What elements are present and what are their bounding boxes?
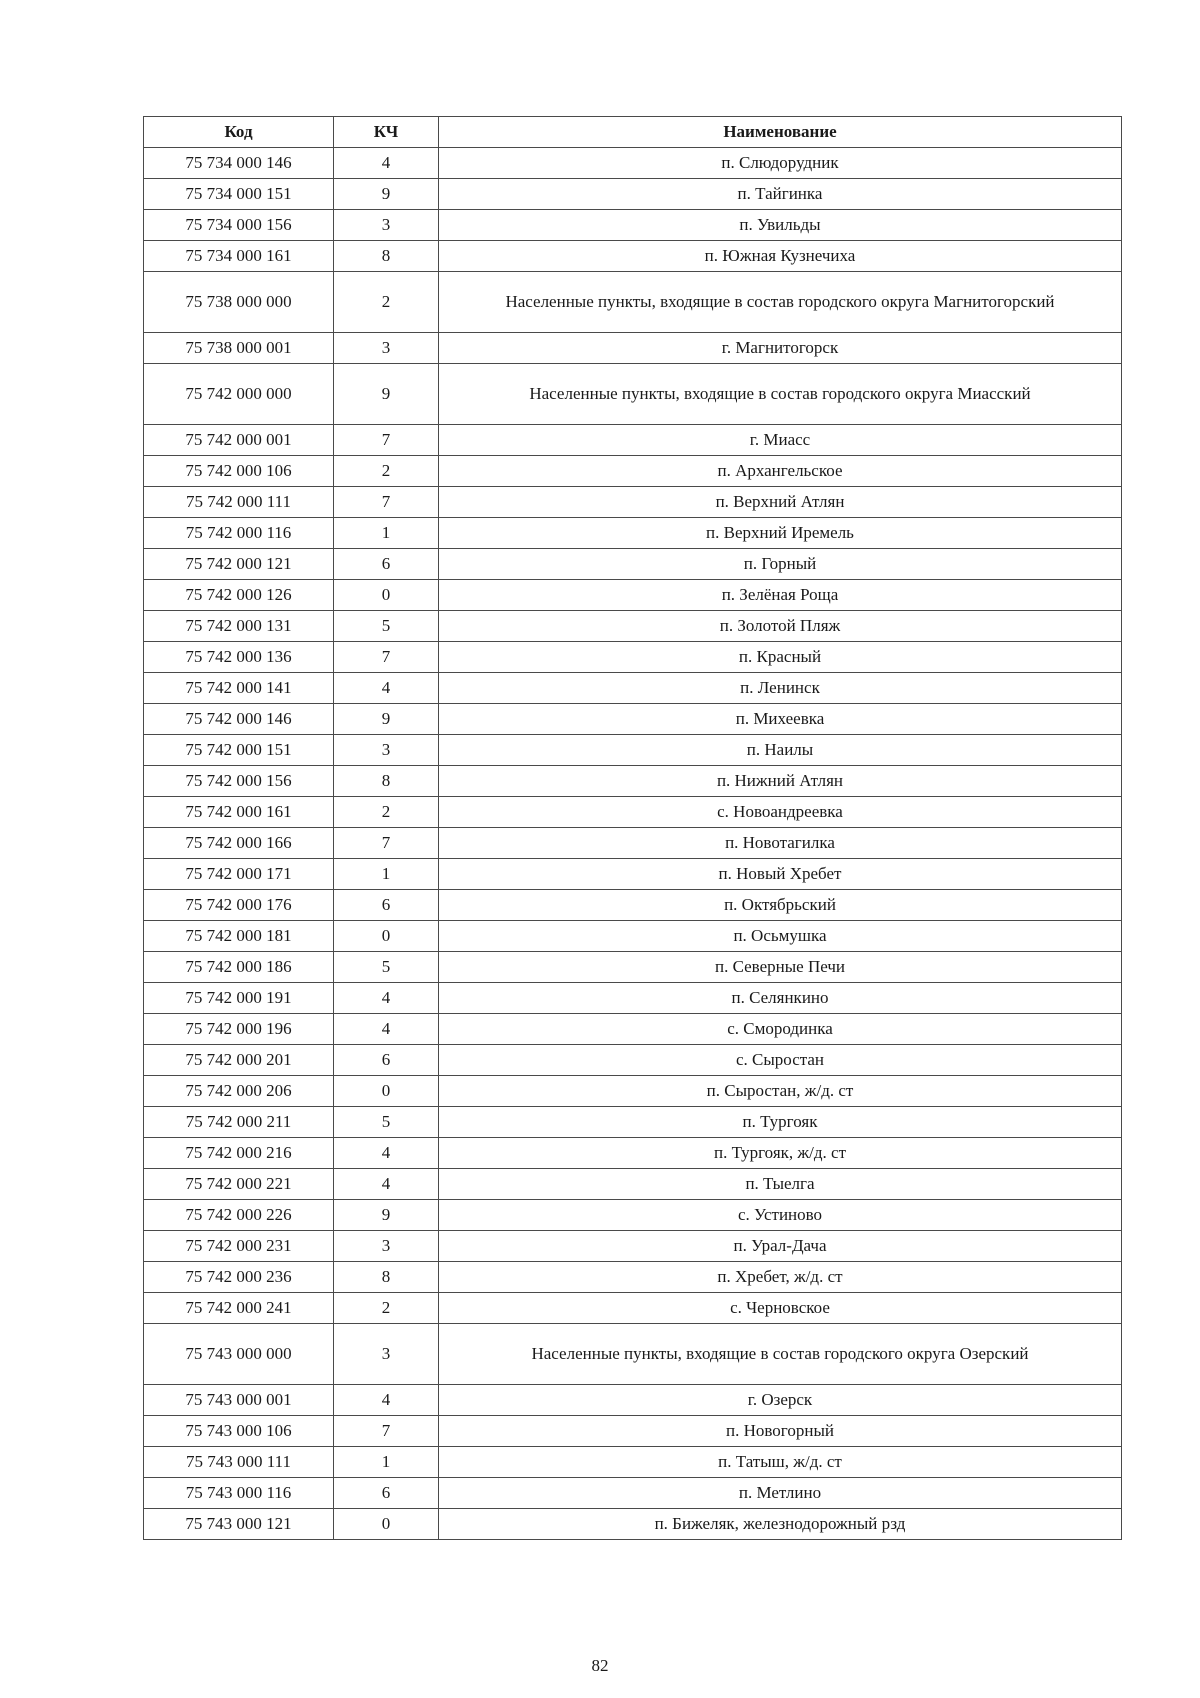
cell-name: п. Новотагилка	[439, 828, 1122, 859]
cell-kch: 0	[334, 1076, 439, 1107]
table-row	[144, 704, 1122, 735]
table-row	[144, 210, 1122, 241]
cell-code: 75 734 000 156	[144, 210, 334, 241]
table-row	[144, 580, 1122, 611]
table-row	[144, 1014, 1122, 1045]
cell-kch: 7	[334, 828, 439, 859]
table-row	[144, 1385, 1122, 1416]
cell-name: п. Слюдорудник	[439, 148, 1122, 179]
cell-name: п. Тургояк	[439, 1107, 1122, 1138]
cell-kch: 0	[334, 1509, 439, 1540]
cell-name: п. Метлино	[439, 1478, 1122, 1509]
table-row	[144, 611, 1122, 642]
cell-code: 75 742 000 166	[144, 828, 334, 859]
cell-kch: 2	[334, 456, 439, 487]
cell-name: п. Осьмушка	[439, 921, 1122, 952]
table-row	[144, 642, 1122, 673]
cell-name: Населенные пункты, входящие в состав городского округа Магнитогорский	[439, 272, 1122, 333]
cell-name: г. Озерск	[439, 1385, 1122, 1416]
header-kch: КЧ	[334, 117, 439, 148]
cell-kch: 4	[334, 1169, 439, 1200]
cell-kch: 4	[334, 983, 439, 1014]
cell-name: п. Нижний Атлян	[439, 766, 1122, 797]
cell-code: 75 742 000 106	[144, 456, 334, 487]
cell-name: п. Красный	[439, 642, 1122, 673]
cell-kch: 0	[334, 580, 439, 611]
cell-kch: 6	[334, 890, 439, 921]
cell-name: с. Черновское	[439, 1293, 1122, 1324]
cell-kch: 3	[334, 1324, 439, 1385]
cell-name: п. Тайгинка	[439, 179, 1122, 210]
cell-kch: 5	[334, 611, 439, 642]
cell-name: с. Смородинка	[439, 1014, 1122, 1045]
cell-code: 75 742 000 151	[144, 735, 334, 766]
cell-kch: 7	[334, 642, 439, 673]
cell-kch: 4	[334, 148, 439, 179]
cell-kch: 1	[334, 1447, 439, 1478]
cell-name: п. Тыелга	[439, 1169, 1122, 1200]
cell-name: Населенные пункты, входящие в состав городского округа Озерский	[439, 1324, 1122, 1385]
cell-name: п. Увильды	[439, 210, 1122, 241]
table-row	[144, 673, 1122, 704]
cell-kch: 3	[334, 1231, 439, 1262]
table-row	[144, 921, 1122, 952]
cell-kch: 9	[334, 704, 439, 735]
cell-code: 75 742 000 000	[144, 364, 334, 425]
cell-code: 75 743 000 111	[144, 1447, 334, 1478]
cell-name: п. Новый Хребет	[439, 859, 1122, 890]
cell-name: г. Магнитогорск	[439, 333, 1122, 364]
cell-name: п. Октябрьский	[439, 890, 1122, 921]
cell-code: 75 742 000 216	[144, 1138, 334, 1169]
cell-code: 75 742 000 241	[144, 1293, 334, 1324]
table-body	[144, 148, 1122, 1540]
cell-kch: 3	[334, 735, 439, 766]
cell-name: п. Татыш, ж/д. ст	[439, 1447, 1122, 1478]
cell-code: 75 742 000 236	[144, 1262, 334, 1293]
cell-name: п. Зелёная Роща	[439, 580, 1122, 611]
table-row	[144, 1262, 1122, 1293]
table-row	[144, 272, 1122, 333]
table-row	[144, 1138, 1122, 1169]
cell-name: п. Золотой Пляж	[439, 611, 1122, 642]
table-row	[144, 1293, 1122, 1324]
cell-kch: 6	[334, 549, 439, 580]
cell-kch: 7	[334, 425, 439, 456]
cell-kch: 9	[334, 364, 439, 425]
cell-name: п. Архангельское	[439, 456, 1122, 487]
cell-code: 75 742 000 191	[144, 983, 334, 1014]
cell-code: 75 734 000 151	[144, 179, 334, 210]
table-row	[144, 333, 1122, 364]
cell-kch: 9	[334, 179, 439, 210]
cell-code: 75 742 000 131	[144, 611, 334, 642]
cell-kch: 5	[334, 1107, 439, 1138]
table-row	[144, 1045, 1122, 1076]
table-row	[144, 1478, 1122, 1509]
cell-code: 75 738 000 001	[144, 333, 334, 364]
cell-name: п. Наилы	[439, 735, 1122, 766]
table-row	[144, 1509, 1122, 1540]
table-row	[144, 1231, 1122, 1262]
settlements-table	[143, 116, 1122, 1540]
cell-kch: 4	[334, 1385, 439, 1416]
cell-name: п. Тургояк, ж/д. ст	[439, 1138, 1122, 1169]
cell-kch: 3	[334, 333, 439, 364]
cell-kch: 7	[334, 1416, 439, 1447]
table-row	[144, 797, 1122, 828]
cell-code: 75 742 000 141	[144, 673, 334, 704]
cell-kch: 4	[334, 1138, 439, 1169]
table-row	[144, 241, 1122, 272]
cell-code: 75 738 000 000	[144, 272, 334, 333]
table-row	[144, 766, 1122, 797]
cell-kch: 8	[334, 241, 439, 272]
cell-code: 75 742 000 136	[144, 642, 334, 673]
cell-code: 75 742 000 226	[144, 1200, 334, 1231]
cell-code: 75 742 000 181	[144, 921, 334, 952]
table-header-row	[144, 117, 1122, 148]
cell-name: п. Горный	[439, 549, 1122, 580]
page-number: 82	[591, 1656, 609, 1675]
table-row	[144, 828, 1122, 859]
cell-kch: 6	[334, 1045, 439, 1076]
table-row	[144, 425, 1122, 456]
cell-code: 75 742 000 186	[144, 952, 334, 983]
cell-kch: 6	[334, 1478, 439, 1509]
cell-code: 75 742 000 161	[144, 797, 334, 828]
table-row	[144, 179, 1122, 210]
table-row	[144, 859, 1122, 890]
table-row	[144, 518, 1122, 549]
cell-name: г. Миасс	[439, 425, 1122, 456]
cell-kch: 1	[334, 518, 439, 549]
cell-name: п. Ленинск	[439, 673, 1122, 704]
cell-name: с. Устиново	[439, 1200, 1122, 1231]
table-row	[144, 487, 1122, 518]
header-code: Код	[144, 117, 334, 148]
cell-name: п. Бижеляк, железнодорожный рзд	[439, 1509, 1122, 1540]
cell-code: 75 742 000 116	[144, 518, 334, 549]
cell-name: п. Сыростан, ж/д. ст	[439, 1076, 1122, 1107]
cell-kch: 4	[334, 673, 439, 704]
cell-code: 75 742 000 121	[144, 549, 334, 580]
cell-code: 75 742 000 176	[144, 890, 334, 921]
cell-kch: 3	[334, 210, 439, 241]
table-row	[144, 1169, 1122, 1200]
table-row	[144, 148, 1122, 179]
table-row	[144, 1107, 1122, 1138]
table-row	[144, 983, 1122, 1014]
table-row	[144, 549, 1122, 580]
table-row	[144, 952, 1122, 983]
cell-name: п. Южная Кузнечиха	[439, 241, 1122, 272]
cell-code: 75 743 000 001	[144, 1385, 334, 1416]
cell-name: Населенные пункты, входящие в состав городского округа Миасский	[439, 364, 1122, 425]
cell-name: п. Северные Печи	[439, 952, 1122, 983]
cell-kch: 2	[334, 272, 439, 333]
cell-code: 75 742 000 146	[144, 704, 334, 735]
cell-code: 75 742 000 231	[144, 1231, 334, 1262]
cell-name: п. Селянкино	[439, 983, 1122, 1014]
cell-code: 75 743 000 000	[144, 1324, 334, 1385]
cell-kch: 4	[334, 1014, 439, 1045]
header-name: Наименование	[439, 117, 1122, 148]
cell-name: п. Михеевка	[439, 704, 1122, 735]
cell-name: п. Верхний Иремель	[439, 518, 1122, 549]
table-row	[144, 735, 1122, 766]
cell-code: 75 734 000 161	[144, 241, 334, 272]
cell-kch: 1	[334, 859, 439, 890]
table-row	[144, 1324, 1122, 1385]
cell-code: 75 742 000 206	[144, 1076, 334, 1107]
cell-name: п. Хребет, ж/д. ст	[439, 1262, 1122, 1293]
cell-kch: 5	[334, 952, 439, 983]
cell-code: 75 734 000 146	[144, 148, 334, 179]
table-row	[144, 890, 1122, 921]
cell-code: 75 742 000 001	[144, 425, 334, 456]
cell-kch: 8	[334, 766, 439, 797]
cell-code: 75 742 000 221	[144, 1169, 334, 1200]
cell-code: 75 742 000 211	[144, 1107, 334, 1138]
table-row	[144, 1200, 1122, 1231]
cell-code: 75 743 000 116	[144, 1478, 334, 1509]
cell-kch: 2	[334, 797, 439, 828]
cell-kch: 2	[334, 1293, 439, 1324]
cell-code: 75 742 000 171	[144, 859, 334, 890]
table-row	[144, 1447, 1122, 1478]
cell-name: п. Верхний Атлян	[439, 487, 1122, 518]
table-row	[144, 364, 1122, 425]
table-row	[144, 1416, 1122, 1447]
cell-name: с. Новоандреевка	[439, 797, 1122, 828]
cell-code: 75 742 000 201	[144, 1045, 334, 1076]
cell-code: 75 742 000 196	[144, 1014, 334, 1045]
cell-name: п. Новогорный	[439, 1416, 1122, 1447]
cell-code: 75 742 000 111	[144, 487, 334, 518]
cell-name: п. Урал-Дача	[439, 1231, 1122, 1262]
table-row	[144, 456, 1122, 487]
cell-kch: 0	[334, 921, 439, 952]
cell-code: 75 742 000 126	[144, 580, 334, 611]
cell-code: 75 743 000 106	[144, 1416, 334, 1447]
cell-name: с. Сыростан	[439, 1045, 1122, 1076]
cell-kch: 9	[334, 1200, 439, 1231]
cell-kch: 8	[334, 1262, 439, 1293]
cell-code: 75 742 000 156	[144, 766, 334, 797]
table-row	[144, 1076, 1122, 1107]
cell-kch: 7	[334, 487, 439, 518]
cell-code: 75 743 000 121	[144, 1509, 334, 1540]
